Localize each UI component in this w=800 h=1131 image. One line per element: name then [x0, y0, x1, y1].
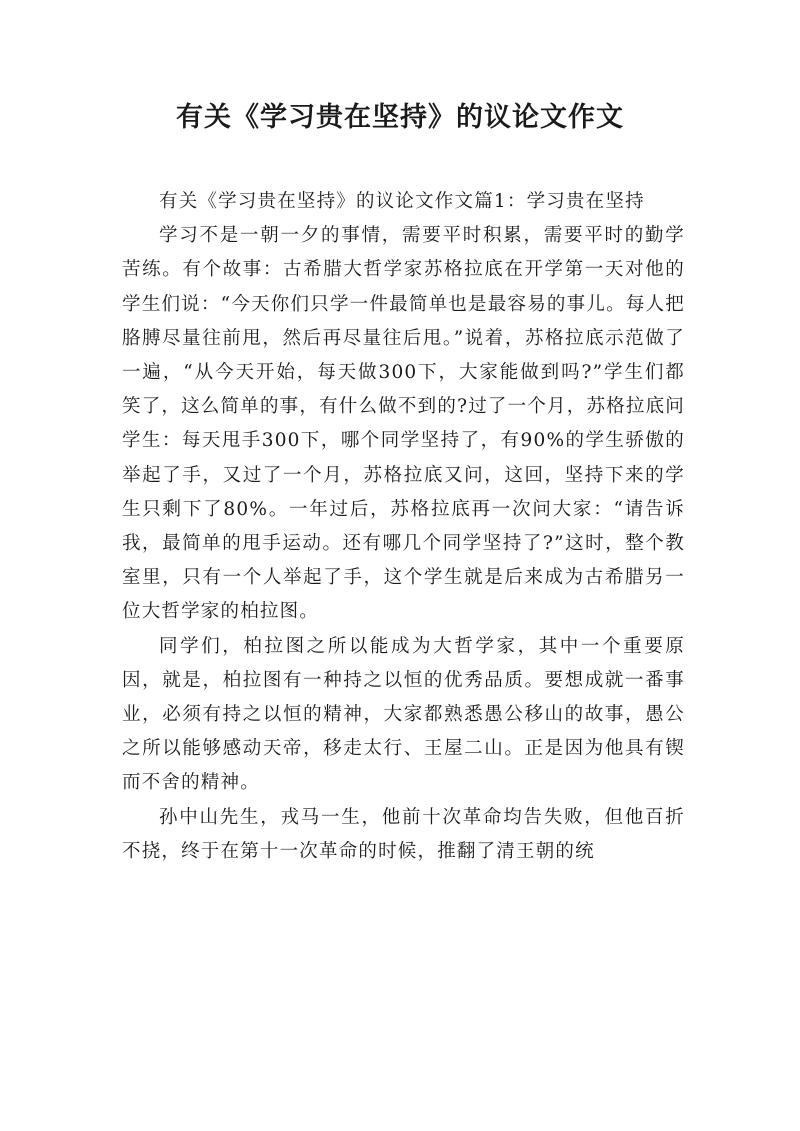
paragraph-plato-conclusion: 同学们，柏拉图之所以能成为大哲学家，其中一个重要原因，就是，柏拉图有一种持之以恒的优秀品质。要想成就一番事业，必须有持之以恒的精神，大家都熟悉愚公移山的故事，愚公之所以能够感动天帝，移走太行、王屋二山。正是因为他具有锲而不舍的精神。 — [122, 635, 685, 794]
paragraph-sun-yat-sen: 孙中山先生，戎马一生，他前十次革命均告失败，但他百折不挠，终于在第十一次革命的时候，推翻了清王朝的统 — [122, 806, 685, 862]
paragraph-heading: 有关《学习贵在坚持》的议论文作文篇1：学习贵在坚持 — [159, 191, 645, 212]
document-body — [122, 185, 685, 869]
document-title: 有关《学习贵在坚持》的议论文作文 — [176, 102, 624, 133]
paragraph-socrates-story: 学习不是一朝一夕的事情，需要平时积累，需要平时的勤学苦练。有个故事：古希腊大哲学家苏格拉底在开学第一天对他的学生们说：“今天你们只学一件最简单也是最容易的事儿。每人把胳膊尽量往前甩，然后再尽量往后甩。”说着，苏格拉底示范做了一遍，“从今天开始，每天做300下，大家能做到吗?”学生们都笑了，这么简单的事，有什么做不到的?过了一个月，苏格拉底问学生：每天甩手300下，哪个同学坚持了，有90%的学生骄傲的举起了手，又过了一个月，苏格拉底又问，这回，坚持下来的学生只剩下了80%。一年过后，苏格拉底再一次问大家：“请告诉我，最简单的甩手运动。还有哪几个同学坚持了?”这时，整个教室里，只有一个人举起了手，这个学生就是后来成为古希腊另一位大哲学家的柏拉图。 — [122, 225, 685, 623]
